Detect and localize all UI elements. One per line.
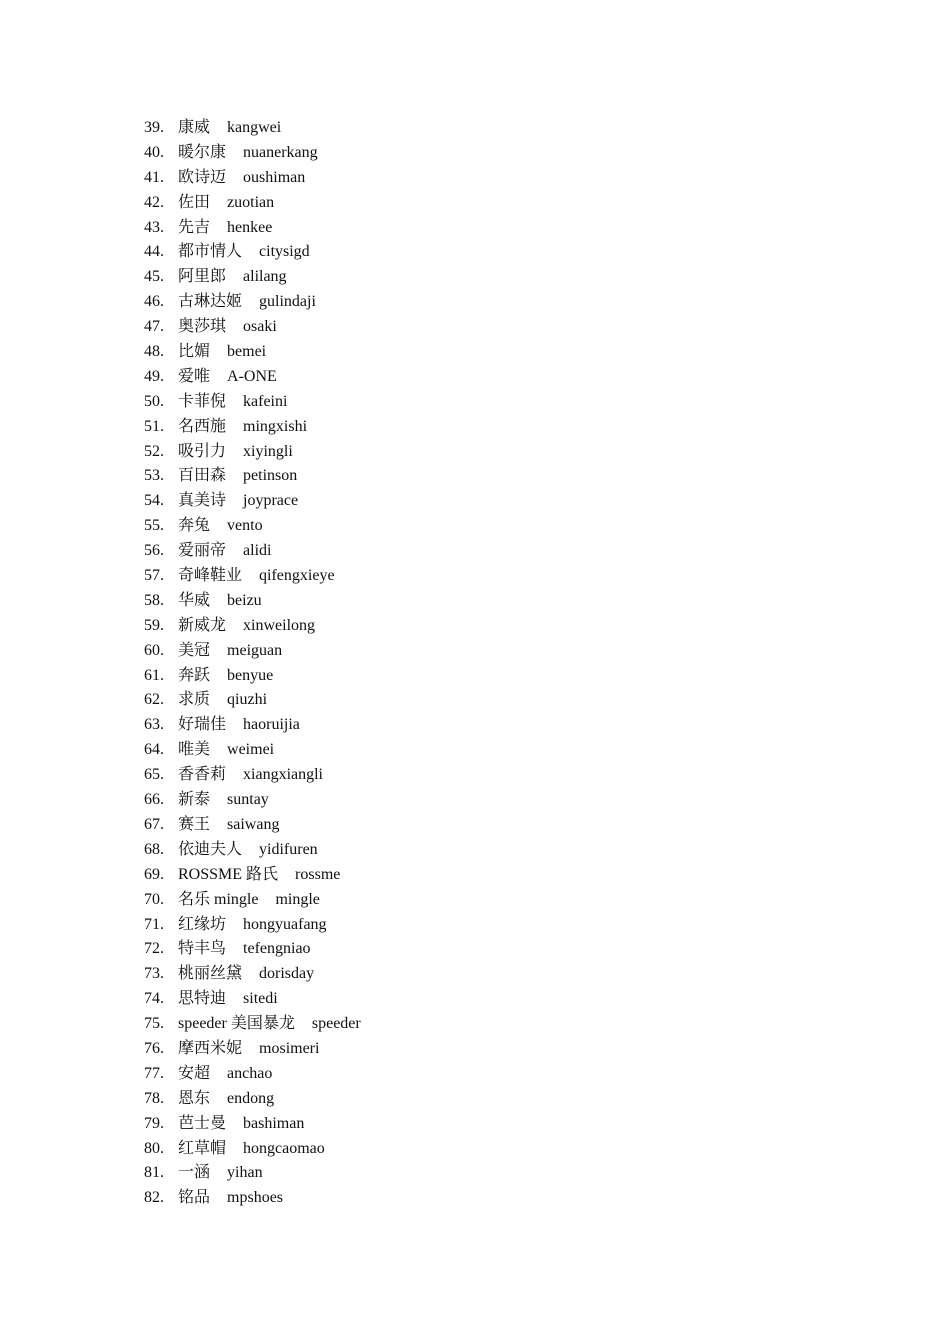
brand-pinyin: benyue — [227, 666, 274, 684]
brand-pinyin: yidifuren — [259, 840, 318, 858]
brand-pinyin: sitedi — [243, 990, 278, 1008]
item-number: 53. — [144, 467, 164, 485]
brand-pinyin: rossme — [295, 865, 341, 883]
brand-pinyin: A-ONE — [227, 367, 277, 385]
brand-name: 一涵 — [178, 1164, 211, 1182]
brand-pinyin: zuotian — [227, 193, 275, 211]
list-item — [144, 265, 361, 290]
brand-name: 恩东 — [178, 1089, 211, 1107]
brand-pinyin: weimei — [227, 741, 275, 759]
list-item — [144, 141, 361, 166]
brand-pinyin: mosimeri — [259, 1039, 320, 1057]
brand-pinyin: petinson — [243, 467, 298, 485]
list-item — [144, 564, 361, 589]
brand-pinyin: gulindaji — [259, 293, 316, 311]
brand-list — [144, 116, 361, 1211]
list-item — [144, 514, 361, 539]
list-item — [144, 290, 361, 315]
brand-name: 赛王 — [178, 815, 211, 833]
item-number: 52. — [144, 442, 164, 460]
list-item — [144, 1062, 361, 1087]
list-item — [144, 440, 361, 465]
brand-name: 红缘坊 — [178, 915, 227, 933]
list-item — [144, 788, 361, 813]
brand-name: 比媚 — [178, 343, 211, 361]
list-item — [144, 863, 361, 888]
brand-pinyin: beizu — [227, 591, 262, 609]
brand-name: 佐田 — [178, 193, 211, 211]
item-number: 74. — [144, 990, 164, 1008]
list-item — [144, 1137, 361, 1162]
brand-pinyin: kangwei — [227, 119, 282, 136]
brand-name: 新威龙 — [178, 616, 227, 634]
brand-name: 阿里郎 — [178, 268, 227, 286]
brand-pinyin: xiyingli — [243, 442, 293, 460]
item-number: 76. — [144, 1039, 164, 1057]
brand-name: 真美诗 — [178, 492, 227, 510]
list-item — [144, 415, 361, 440]
brand-pinyin: citysigd — [259, 243, 310, 261]
brand-name: 奇峰鞋业 — [178, 567, 243, 585]
item-number: 40. — [144, 143, 164, 161]
brand-name: 暖尔康 — [178, 143, 227, 161]
brand-pinyin: mpshoes — [227, 1189, 284, 1207]
brand-pinyin: nuanerkang — [243, 143, 318, 161]
brand-pinyin: meiguan — [227, 641, 283, 659]
item-number: 64. — [144, 741, 164, 759]
item-number: 81. — [144, 1164, 164, 1182]
brand-name: ROSSME 路氏 — [178, 865, 279, 883]
list-item — [144, 738, 361, 763]
brand-name: 奔兔 — [178, 517, 211, 535]
list-item — [144, 116, 361, 141]
item-number: 43. — [144, 218, 164, 236]
brand-pinyin: speeder — [311, 1015, 361, 1033]
list-item — [144, 315, 361, 340]
item-number: 65. — [144, 766, 164, 784]
brand-pinyin: bashiman — [243, 1114, 305, 1132]
item-number: 46. — [144, 293, 164, 311]
list-item — [144, 1037, 361, 1062]
brand-name: 安超 — [178, 1064, 211, 1082]
list-item — [144, 962, 361, 987]
item-number: 54. — [144, 492, 164, 510]
list-item — [144, 340, 361, 365]
brand-name: 特丰鸟 — [178, 940, 227, 958]
list-item — [144, 639, 361, 664]
brand-name: 摩西米妮 — [178, 1039, 243, 1057]
brand-pinyin: henkee — [227, 218, 273, 236]
item-number: 57. — [144, 567, 164, 585]
item-number: 48. — [144, 343, 164, 361]
brand-pinyin: joyprace — [243, 492, 299, 510]
brand-pinyin: osaki — [243, 318, 277, 336]
list-item — [144, 589, 361, 614]
brand-name: 名乐 mingle — [178, 890, 259, 908]
item-number: 82. — [144, 1189, 164, 1207]
list-item — [144, 539, 361, 564]
brand-name: 卡菲倪 — [178, 392, 227, 410]
list-item — [144, 464, 361, 489]
list-item — [144, 664, 361, 689]
list-item — [144, 166, 361, 191]
brand-name: 美冠 — [178, 641, 211, 659]
item-number: 51. — [144, 417, 164, 435]
item-number: 70. — [144, 890, 164, 908]
item-number: 78. — [144, 1089, 164, 1107]
brand-name: speeder 美国暴龙 — [178, 1015, 295, 1033]
list-item — [144, 1087, 361, 1112]
list-item — [144, 1161, 361, 1186]
item-number: 79. — [144, 1114, 164, 1132]
list-item — [144, 987, 361, 1012]
list-item — [144, 390, 361, 415]
brand-pinyin: suntay — [227, 791, 269, 809]
item-number: 68. — [144, 840, 164, 858]
list-item — [144, 1186, 361, 1211]
brand-name: 吸引力 — [178, 442, 227, 460]
list-item — [144, 913, 361, 938]
item-number: 59. — [144, 616, 164, 634]
brand-pinyin: mingxishi — [243, 417, 308, 435]
brand-pinyin: xiangxiangli — [243, 766, 323, 784]
brand-pinyin: qiuzhi — [227, 691, 268, 709]
brand-name: 百田森 — [178, 467, 227, 485]
brand-name: 唯美 — [178, 741, 211, 759]
brand-name: 红草帽 — [178, 1139, 227, 1157]
list-item — [144, 191, 361, 216]
brand-pinyin: endong — [227, 1089, 275, 1107]
item-number: 66. — [144, 791, 164, 809]
brand-pinyin: hongcaomao — [243, 1139, 325, 1157]
brand-name: 新泰 — [178, 791, 211, 809]
list-item — [144, 813, 361, 838]
brand-name: 思特迪 — [178, 990, 227, 1008]
brand-name: 芭士曼 — [178, 1114, 227, 1132]
item-number: 45. — [144, 268, 164, 286]
list-item — [144, 216, 361, 241]
item-number: 58. — [144, 591, 164, 609]
list-item — [144, 713, 361, 738]
brand-pinyin: yihan — [227, 1164, 263, 1182]
item-number: 80. — [144, 1139, 164, 1157]
item-number: 44. — [144, 243, 164, 261]
list-item — [144, 489, 361, 514]
list-item — [144, 838, 361, 863]
item-number: 63. — [144, 716, 164, 734]
brand-name: 依迪夫人 — [178, 840, 243, 858]
brand-pinyin: mingle — [275, 890, 320, 908]
list-item — [144, 937, 361, 962]
list-item — [144, 365, 361, 390]
brand-name: 先吉 — [178, 218, 211, 236]
item-number: 72. — [144, 940, 164, 958]
list-item — [144, 888, 361, 913]
brand-name: 奔跃 — [178, 666, 211, 684]
brand-pinyin: dorisday — [259, 965, 315, 983]
brand-pinyin: saiwang — [227, 815, 280, 833]
item-number: 67. — [144, 815, 164, 833]
item-number: 41. — [144, 168, 164, 186]
brand-pinyin: kafeini — [243, 392, 288, 410]
item-number: 61. — [144, 666, 164, 684]
brand-name: 香香莉 — [178, 766, 227, 784]
brand-pinyin: alilang — [243, 268, 287, 286]
brand-name: 奥莎琪 — [178, 318, 227, 336]
item-number: 39. — [144, 119, 164, 136]
brand-name: 求质 — [178, 691, 211, 709]
brand-name: 好瑞佳 — [178, 716, 227, 734]
brand-name: 爱唯 — [178, 367, 211, 385]
list-item — [144, 240, 361, 265]
brand-pinyin: haoruijia — [243, 716, 300, 734]
brand-name: 爱丽帝 — [178, 542, 227, 560]
brand-pinyin: bemei — [227, 343, 267, 361]
list-item — [144, 688, 361, 713]
brand-pinyin: oushiman — [243, 168, 306, 186]
brand-name: 古琳达姬 — [178, 293, 243, 311]
brand-name: 华威 — [178, 591, 211, 609]
item-number: 47. — [144, 318, 164, 336]
item-number: 73. — [144, 965, 164, 983]
list-item — [144, 1112, 361, 1137]
list-item — [144, 614, 361, 639]
item-number: 71. — [144, 915, 164, 933]
item-number: 50. — [144, 392, 164, 410]
item-number: 49. — [144, 367, 164, 385]
brand-pinyin: qifengxieye — [259, 567, 335, 585]
item-number: 42. — [144, 193, 164, 211]
brand-pinyin: xinweilong — [243, 616, 316, 634]
brand-pinyin: alidi — [243, 542, 272, 560]
brand-name: 欧诗迈 — [178, 168, 227, 186]
item-number: 77. — [144, 1064, 164, 1082]
item-number: 56. — [144, 542, 164, 560]
item-number: 69. — [144, 865, 164, 883]
brand-pinyin: hongyuafang — [243, 915, 327, 933]
list-item — [144, 1012, 361, 1037]
brand-name: 康威 — [178, 119, 211, 136]
item-number: 62. — [144, 691, 164, 709]
brand-pinyin: tefengniao — [243, 940, 311, 958]
brand-name: 都市情人 — [178, 243, 243, 261]
brand-pinyin: anchao — [227, 1064, 273, 1082]
brand-name: 铭品 — [178, 1189, 211, 1207]
brand-name: 名西施 — [178, 417, 227, 435]
item-number: 55. — [144, 517, 164, 535]
item-number: 75. — [144, 1015, 164, 1033]
item-number: 60. — [144, 641, 164, 659]
brand-pinyin: vento — [227, 517, 263, 535]
brand-name: 桃丽丝黛 — [178, 965, 243, 983]
list-item — [144, 763, 361, 788]
